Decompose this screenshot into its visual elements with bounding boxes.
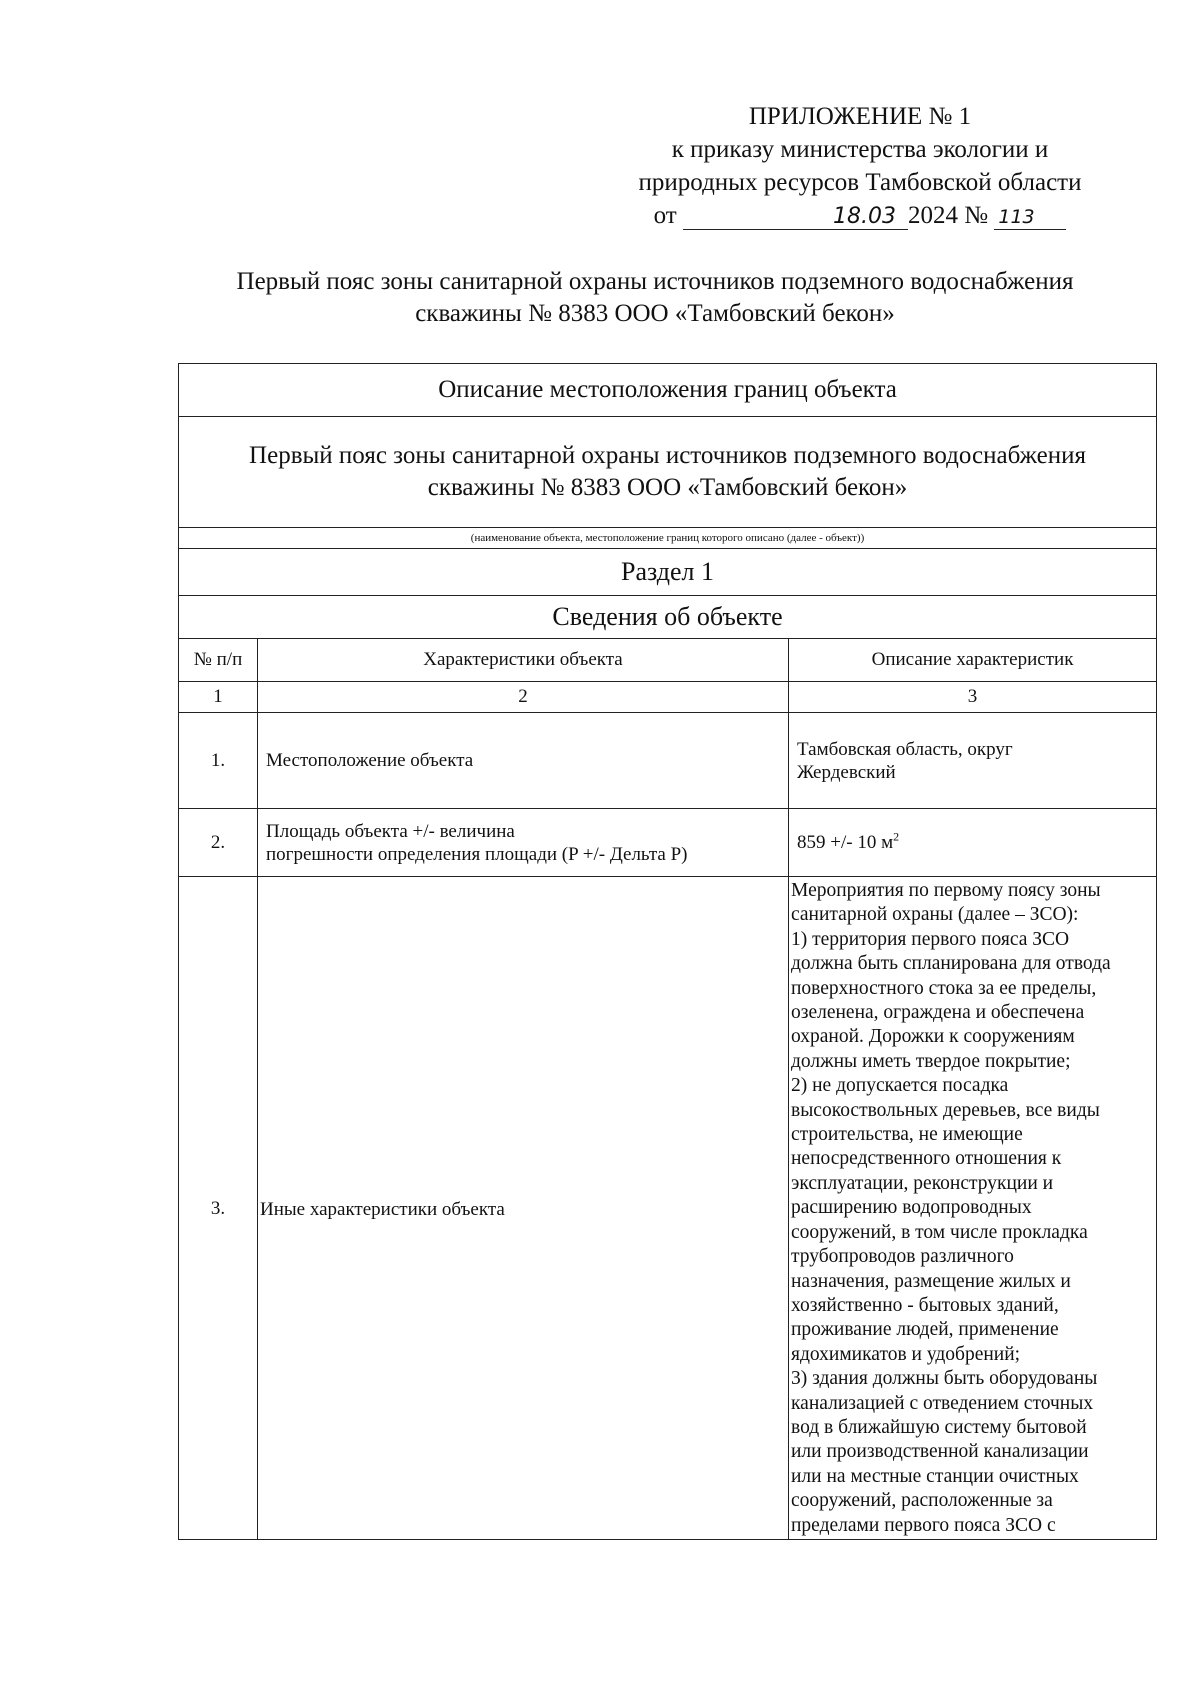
handwritten-date: 18.03 [683, 205, 908, 230]
table-banner-description: Описание местоположения границ объекта [179, 364, 1157, 417]
measures-line: поверхностного стока за ее пределы, [791, 977, 1097, 999]
document-title [150, 266, 1160, 330]
area-value: 859 +/- 10 м [797, 832, 894, 853]
header-cell-number: № п/п [179, 639, 258, 682]
measures-line: санитарной охраны (далее – ЗСО): [791, 904, 1079, 926]
handwritten-order-number: 113 [994, 205, 1066, 230]
measures-line: эксплуатации, реконструкции и [791, 1172, 1054, 1194]
column-number-1: 1 [179, 682, 258, 713]
measures-line: расширению водопроводных [791, 1197, 1032, 1219]
row-number: 1. [179, 713, 258, 809]
object-description-table [178, 363, 1157, 1540]
appendix-title: ПРИЛОЖЕНИЕ № 1 [748, 103, 972, 130]
measures-line: пределами первого пояса ЗСО с [791, 1514, 1056, 1536]
header-cell-description: Описание характеристик [789, 639, 1157, 682]
object-name-line-1: Первый пояс зоны санитарной охраны источников подземного водоснабжения [249, 442, 1086, 469]
row-value [789, 713, 1157, 809]
row-number: 2. [179, 809, 258, 877]
measures-line: вод в ближайшую систему бытовой [791, 1416, 1087, 1438]
table-row [179, 809, 1157, 877]
header-cell-characteristics: Характеристики объекта [258, 639, 789, 682]
measures-line: сооружений, расположенные за [791, 1490, 1053, 1512]
row-label: Иные характеристики объекта [258, 877, 789, 1540]
table-banner-caption: (наименование объекта, местоположение границ которого описано (далее - объект)) [179, 528, 1157, 549]
column-number-2: 2 [258, 682, 789, 713]
measures-line: Мероприятия по первому поясу зоны [791, 880, 1101, 901]
measures-line: трубопроводов различного [791, 1246, 1014, 1268]
row-label: Местоположение объекта [258, 713, 789, 809]
measures-line: непосредственного отношения к [791, 1148, 1062, 1170]
order-date-line [560, 199, 1160, 232]
measures-line: назначения, размещение жилых и [791, 1270, 1071, 1292]
table-row [179, 713, 1157, 809]
area-unit-exponent: 2 [893, 829, 900, 844]
appendix-line-1: к приказу министерства экологии и [671, 136, 1049, 163]
appendix-line-2: природных ресурсов Тамбовской области [638, 169, 1082, 196]
column-number-3: 3 [789, 682, 1157, 713]
table-banner-object-name [179, 417, 1157, 528]
order-year-number-label: 2024 № [908, 202, 989, 229]
row-label [258, 809, 789, 877]
measures-line: озеленена, ограждена и обеспечена [791, 1002, 1085, 1024]
document-title-line-2: скважины № 8383 ООО «Тамбовский бекон» [415, 300, 895, 327]
measures-line: должны иметь твердое покрытие; [791, 1050, 1071, 1072]
row-value [789, 809, 1157, 877]
row-number: 3. [179, 877, 258, 1540]
table-row [179, 877, 1157, 1540]
row-value [789, 877, 1157, 1540]
measures-line: 2) не допускается посадка [791, 1075, 1009, 1097]
row-value-line: Тамбовская область, округ [797, 738, 1013, 760]
measures-line: высокоствольных деревьев, все виды [791, 1099, 1100, 1121]
document-title-line-1: Первый пояс зоны санитарной охраны источников подземного водоснабжения [236, 268, 1074, 295]
measures-line: ядохимикатов и удобрений; [791, 1343, 1021, 1365]
measures-text [789, 877, 1156, 1539]
measures-line: 1) территория первого пояса ЗСО [791, 928, 1070, 950]
measures-line: хозяйственно - бытовых зданий, [791, 1294, 1059, 1316]
order-prefix: от [653, 202, 677, 229]
measures-line: строительства, не имеющие [791, 1124, 1023, 1146]
measures-line: проживание людей, применение [791, 1319, 1059, 1341]
measures-line: или на местные станции очистных [791, 1465, 1079, 1487]
measures-line: 3) здания должны быть оборудованы [791, 1368, 1098, 1390]
row-value-line: Жердевский [797, 761, 896, 783]
measures-line: должна быть спланирована для отвода [791, 953, 1111, 975]
row-label-line: Площадь объекта +/- величина [266, 820, 515, 842]
measures-line: канализацией с отведением сточных [791, 1392, 1094, 1414]
appendix-header [560, 100, 1160, 232]
section-title: Сведения об объекте [179, 596, 1157, 639]
section-number: Раздел 1 [179, 549, 1157, 596]
measures-line: сооружений, в том числе прокладка [791, 1221, 1088, 1243]
measures-line: охраной. Дорожки к сооружениям [791, 1026, 1075, 1048]
measures-line: или производственной канализации [791, 1441, 1089, 1463]
object-name-line-2: скважины № 8383 ООО «Тамбовский бекон» [427, 474, 908, 501]
row-label-line: погрешности определения площади (P +/- Дельта P) [266, 843, 688, 865]
